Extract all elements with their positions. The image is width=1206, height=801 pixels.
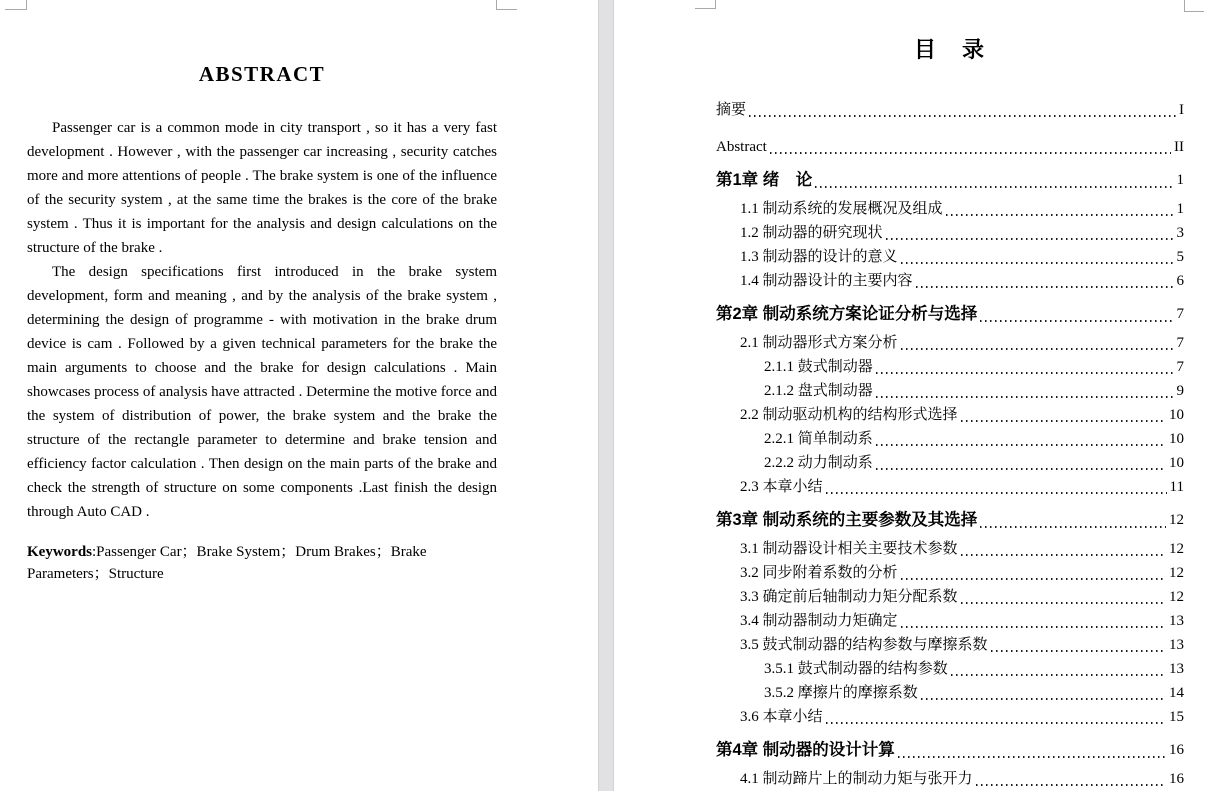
dot-leader bbox=[770, 135, 1171, 159]
dot-leader bbox=[980, 302, 1173, 327]
dot-leader bbox=[901, 245, 1174, 269]
toc-entry[interactable] bbox=[716, 403, 1184, 427]
toc-page-number: 9 bbox=[1176, 383, 1184, 399]
margin-crop-mark bbox=[496, 0, 517, 10]
toc-entry[interactable] bbox=[716, 245, 1184, 269]
toc-page-number: 3 bbox=[1176, 225, 1184, 241]
margin-crop-mark bbox=[695, 0, 716, 9]
page-gap-divider bbox=[598, 0, 614, 791]
toc-page-number: 12 bbox=[1169, 512, 1184, 528]
toc-entry[interactable] bbox=[716, 427, 1184, 451]
toc-entry-label: 2.2.2 动力制动系 bbox=[764, 455, 873, 471]
toc-entry[interactable] bbox=[716, 508, 1184, 533]
abstract-paragraph-2: The design specifications first introduced in the brake system development, form and meaning , and by the analysis of the brake system , determining the design of programme - with motivation in the brake drum device is cam . Followed by a given technical parameters for the brake the main arguments to choose and the brake for design calculations . Main showcases process of analysis have attracted . Determine the motive force and the system of distribution of power, the brake system and the brake the structure of the rectangle parameter to determine and brake tension and efficiency factor calculation . Then design on the main parts of the brake and check the strength of structure on some components .Last finish the design through Auto CAD . bbox=[27, 264, 497, 520]
toc-entry[interactable] bbox=[716, 681, 1184, 705]
toc-entry-label: 2.3 本章小结 bbox=[740, 479, 823, 495]
toc-page-number: 12 bbox=[1169, 565, 1184, 581]
dot-leader bbox=[898, 738, 1166, 763]
toc-entry[interactable] bbox=[716, 585, 1184, 609]
toc-entry-label: 4.1 制动蹄片上的制动力矩与张开力 bbox=[740, 771, 973, 787]
toc-page-number: 7 bbox=[1176, 306, 1184, 322]
toc-page-number: 1 bbox=[1176, 172, 1184, 188]
toc-entry-label: 3.6 本章小结 bbox=[740, 709, 823, 725]
toc-page-number: 11 bbox=[1169, 479, 1184, 495]
dot-leader bbox=[961, 403, 1166, 427]
dot-leader bbox=[901, 561, 1166, 585]
toc-page-number: 7 bbox=[1176, 359, 1184, 375]
toc-entry-label: 3.5 鼓式制动器的结构参数与摩擦系数 bbox=[740, 637, 988, 653]
toc-entry-label: 2.1.2 盘式制动器 bbox=[764, 383, 873, 399]
dot-leader bbox=[991, 633, 1166, 657]
toc-entry[interactable] bbox=[716, 379, 1184, 403]
toc-page-number: 14 bbox=[1169, 685, 1184, 701]
abstract-title: ABSTRACT bbox=[198, 62, 326, 86]
toc-entry-label: 3.2 同步附着系数的分析 bbox=[740, 565, 898, 581]
toc-entry-label: 1.4 制动器设计的主要内容 bbox=[740, 273, 913, 289]
toc-entry[interactable] bbox=[716, 135, 1184, 159]
dot-leader bbox=[826, 475, 1167, 499]
toc-entry[interactable] bbox=[716, 168, 1184, 193]
toc-page-number: 16 bbox=[1169, 742, 1184, 758]
dot-leader bbox=[961, 585, 1166, 609]
toc-entry-label: 摘要 bbox=[716, 102, 747, 118]
toc-entry[interactable] bbox=[716, 475, 1184, 499]
toc-entry-label: 3.3 确定前后轴制动力矩分配系数 bbox=[740, 589, 958, 605]
toc-entry[interactable] bbox=[716, 355, 1184, 379]
toc-entry-label: 2.1.1 鼓式制动器 bbox=[764, 359, 873, 375]
toc-page-number: 10 bbox=[1169, 407, 1184, 423]
toc-entry-label: 2.1 制动器形式方案分析 bbox=[740, 335, 898, 351]
toc-page-number: I bbox=[1179, 102, 1184, 118]
toc-entry-label: 2.2 制动驱动机构的结构形式选择 bbox=[740, 407, 958, 423]
toc-page-number: 13 bbox=[1169, 613, 1184, 629]
margin-crop-mark bbox=[5, 0, 27, 10]
toc-page-number: 10 bbox=[1169, 455, 1184, 471]
dot-leader bbox=[815, 168, 1173, 193]
dot-leader bbox=[901, 331, 1174, 355]
keywords-label: Keywords bbox=[27, 544, 92, 560]
margin-crop-mark bbox=[1184, 0, 1204, 12]
toc-page-number: 16 bbox=[1169, 771, 1184, 787]
dot-leader bbox=[826, 705, 1166, 729]
toc-entry[interactable] bbox=[716, 738, 1184, 763]
toc-list bbox=[716, 98, 1184, 791]
dot-leader bbox=[876, 451, 1166, 475]
dot-leader bbox=[980, 508, 1166, 533]
toc-entry-label: 3.4 制动器制动力矩确定 bbox=[740, 613, 898, 629]
dot-leader bbox=[876, 427, 1166, 451]
abstract-page bbox=[0, 0, 598, 801]
toc-entry-label: 1.3 制动器的设计的意义 bbox=[740, 249, 898, 265]
toc-page-number: 10 bbox=[1169, 431, 1184, 447]
toc-entry[interactable] bbox=[716, 98, 1184, 122]
toc-page-number: 12 bbox=[1169, 541, 1184, 557]
dot-leader bbox=[976, 767, 1166, 791]
abstract-body bbox=[27, 116, 497, 524]
toc-page-number: II bbox=[1174, 139, 1184, 155]
toc-entry-label: 1.1 制动系统的发展概况及组成 bbox=[740, 201, 943, 217]
dot-leader bbox=[876, 355, 1174, 379]
dot-leader bbox=[946, 197, 1174, 221]
dot-leader bbox=[951, 657, 1166, 681]
toc-entry[interactable] bbox=[716, 331, 1184, 355]
toc-page-number: 13 bbox=[1169, 637, 1184, 653]
toc-entry[interactable] bbox=[716, 705, 1184, 729]
toc-page-number: 7 bbox=[1176, 335, 1184, 351]
dot-leader bbox=[886, 221, 1174, 245]
toc-entry-label: 1.2 制动器的研究现状 bbox=[740, 225, 883, 241]
toc-page bbox=[614, 0, 1206, 801]
toc-title: 目 录 bbox=[913, 37, 986, 62]
keywords-text: :Passenger Car；Brake System；Drum Brakes；Brake Parameters；Structure bbox=[27, 544, 427, 582]
dot-leader bbox=[749, 98, 1176, 122]
toc-entry[interactable] bbox=[716, 767, 1184, 791]
toc-entry-label: 3.5.1 鼓式制动器的结构参数 bbox=[764, 661, 948, 677]
toc-page-number: 6 bbox=[1176, 273, 1184, 289]
toc-page-number: 12 bbox=[1169, 589, 1184, 605]
toc-entry[interactable] bbox=[716, 451, 1184, 475]
dot-leader bbox=[916, 269, 1174, 293]
keywords-line bbox=[27, 541, 497, 585]
toc-page-number: 13 bbox=[1169, 661, 1184, 677]
toc-entry[interactable] bbox=[716, 197, 1184, 221]
toc-page-number: 1 bbox=[1176, 201, 1184, 217]
toc-entry-label: 3.5.2 摩擦片的摩擦系数 bbox=[764, 685, 918, 701]
toc-entry[interactable] bbox=[716, 609, 1184, 633]
toc-entry-label: Abstract bbox=[716, 139, 767, 155]
toc-entry-label: 第3章 制动系统的主要参数及其选择 bbox=[716, 511, 978, 529]
dot-leader bbox=[901, 609, 1166, 633]
toc-entry[interactable] bbox=[716, 537, 1184, 561]
toc-entry-label: 3.1 制动器设计相关主要技术参数 bbox=[740, 541, 958, 557]
toc-entry[interactable] bbox=[716, 633, 1184, 657]
dot-leader bbox=[876, 379, 1174, 403]
abstract-paragraph-1: Passenger car is a common mode in city transport , so it has a very fast development . However , with the passenger car increasing , security catches more and more attentions of people . The brake system is one of the influence of the security system , at the same time the brakes is the core of the brake system . Thus it is important for the analysis and design calculations on the structure of the brake . bbox=[27, 120, 497, 256]
toc-entry[interactable] bbox=[716, 561, 1184, 585]
dot-leader bbox=[961, 537, 1166, 561]
toc-entry-label: 第4章 制动器的设计计算 bbox=[716, 741, 895, 759]
toc-entry[interactable] bbox=[716, 302, 1184, 327]
toc-entry[interactable] bbox=[716, 221, 1184, 245]
toc-entry-label: 第1章 绪 论 bbox=[716, 171, 813, 189]
toc-page-number: 5 bbox=[1176, 249, 1184, 265]
toc-entry[interactable] bbox=[716, 657, 1184, 681]
toc-entry-label: 2.2.1 简单制动系 bbox=[764, 431, 873, 447]
abstract-content bbox=[27, 0, 497, 801]
toc-entry-label: 第2章 制动系统方案论证分析与选择 bbox=[716, 305, 978, 323]
toc-page-number: 15 bbox=[1169, 709, 1184, 725]
toc-entry[interactable] bbox=[716, 269, 1184, 293]
dot-leader bbox=[921, 681, 1166, 705]
